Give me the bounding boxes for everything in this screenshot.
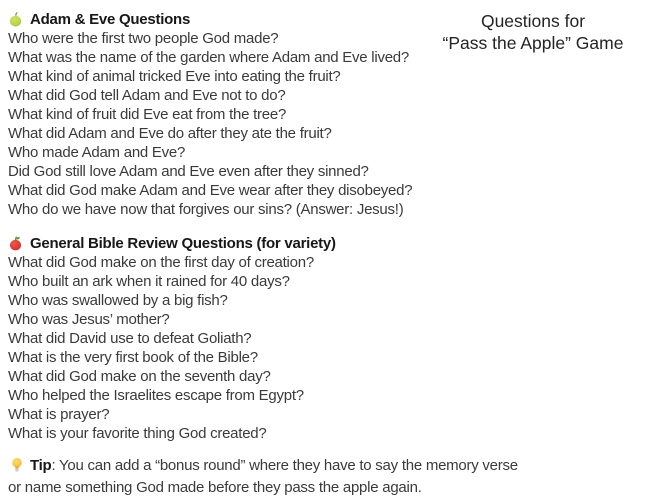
question-line: Who helped the Israelites escape from Egypt? [8, 387, 304, 404]
tip-label: Tip [30, 457, 52, 474]
question-line: Who was Jesus’ mother? [8, 311, 170, 328]
question-line: What is prayer? [8, 406, 110, 423]
question-line: Who was swallowed by a big fish? [8, 292, 228, 309]
question-line: What did David use to defeat Goliath? [8, 330, 252, 347]
question-line: What kind of animal tricked Eve into eating the fruit? [8, 68, 341, 85]
section-heading: Adam & Eve Questions [30, 11, 191, 28]
question-line: Who do we have now that forgives our sins? (Answer: Jesus!) [8, 201, 404, 218]
tip-text-line2: or name something God made before they pass the apple again. [8, 478, 422, 496]
question-line: Did God still love Adam and Eve even after they sinned? [8, 163, 369, 180]
page-title-line2: “Pass the Apple” Game [442, 33, 624, 53]
question-lists-column [8, 10, 608, 497]
page-title-line1: Questions for [480, 11, 586, 31]
question-line: What was the name of the garden where Adam and Eve lived? [8, 49, 409, 66]
question-line: What did God make on the first day of creation? [8, 254, 314, 271]
question-line: What did God tell Adam and Eve not to do? [8, 87, 286, 104]
question-list [8, 253, 608, 443]
red-apple-icon [8, 236, 23, 251]
tip-text-line1: : You can add a “bonus round” where they have to say the memory verse [51, 457, 518, 474]
question-line: Who built an ark when it rained for 40 days? [8, 273, 290, 290]
question-line: What is your favorite thing God created? [8, 425, 267, 442]
question-line: What is the very first book of the Bible? [8, 349, 258, 366]
section-general-review-questions [8, 234, 608, 443]
question-line: What kind of fruit did Eve eat from the tree? [8, 106, 287, 123]
page-title [420, 10, 646, 54]
question-line: What did God make on the seventh day? [8, 368, 271, 385]
question-line: What did Adam and Eve do after they ate the fruit? [8, 125, 332, 142]
question-line: Who were the first two people God made? [8, 30, 279, 47]
tip-note [8, 457, 593, 497]
section-header-general-review [8, 234, 608, 253]
lightbulb-icon [10, 457, 24, 479]
question-list [8, 29, 608, 219]
section-heading: General Bible Review Questions (for variety) [30, 235, 336, 252]
question-line: Who made Adam and Eve? [8, 144, 186, 161]
green-apple-icon [8, 12, 23, 27]
question-line: What did God make Adam and Eve wear after they disobeyed? [8, 182, 413, 199]
